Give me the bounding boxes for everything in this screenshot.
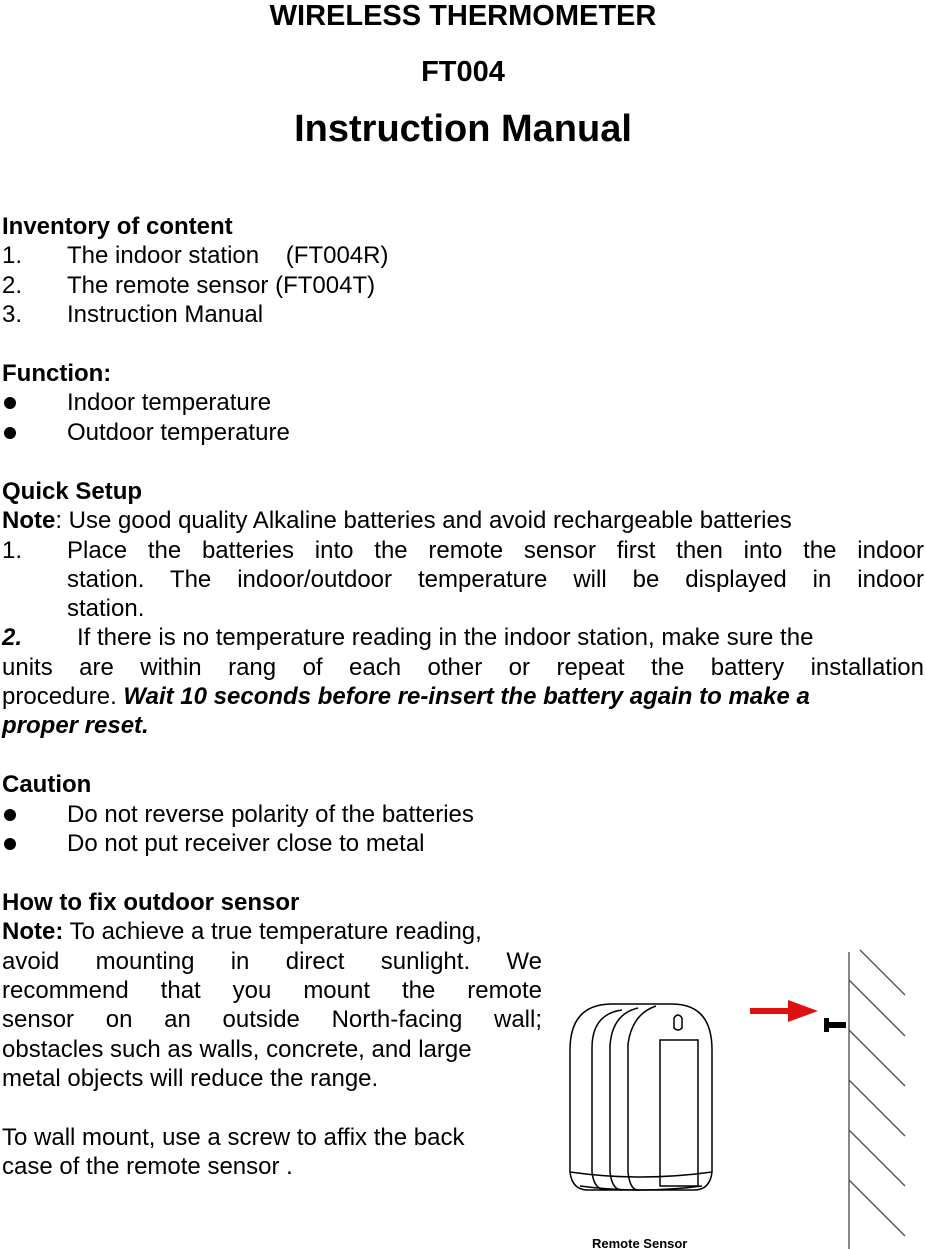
caution-item-1: Do not reverse polarity of the batteries (67, 801, 474, 828)
step-2-line-2: units are within rang of each other or repeat the battery installation (2, 654, 924, 681)
step-2-plain: procedure. (2, 683, 124, 710)
outdoor-sensor-heading: How to fix outdoor sensor (2, 889, 300, 916)
figure-caption: Remote Sensor (592, 1236, 688, 1249)
sensor-mount-figure (560, 940, 926, 1249)
document-type: Instruction Manual (294, 108, 632, 150)
wall-icon (849, 950, 905, 1249)
inventory-num-1: 1. (2, 242, 23, 269)
inventory-item-1: The indoor station (FT004R) (67, 242, 389, 269)
inventory-num-2: 2. (2, 272, 23, 299)
inventory-item-2: The remote sensor (FT004T) (67, 272, 376, 299)
step-1-line-2: station. The indoor/outdoor temperature will be displayed in indoor (67, 566, 924, 593)
bullet-icon (4, 397, 16, 409)
bullet-icon (4, 838, 16, 850)
step-2-line-1: If there is no temperature reading in the indoor station, make sure the (77, 624, 814, 651)
screw-icon (824, 1018, 846, 1032)
quick-setup-note (2, 506, 792, 535)
caution-item-2: Do not put receiver close to metal (67, 830, 425, 857)
function-item-1: Indoor temperature (67, 389, 272, 416)
outdoor-note-line-6: metal objects will reduce the range. (2, 1065, 379, 1092)
step-1-line-1: Place the batteries into the remote sensor first then into the indoor (67, 537, 924, 564)
step-2-line-3 (2, 682, 924, 711)
outdoor-note-text: To achieve a true temperature reading, (63, 918, 482, 945)
function-item-2: Outdoor temperature (67, 419, 290, 446)
inventory-num-3: 3. (2, 301, 23, 328)
step-2-emphasis: Wait 10 seconds before re-insert the battery again to make a (123, 683, 810, 710)
bullet-icon (4, 809, 16, 821)
step-2-line-4: proper reset. (2, 712, 149, 739)
outdoor-note-line-1 (2, 917, 482, 946)
step-2-num: 2. (2, 624, 23, 651)
arrow-icon (750, 1000, 818, 1022)
note-text: : Use good quality Alkaline batteries and avoid rechargeable batteries (55, 507, 792, 534)
step-1-num: 1. (2, 537, 23, 564)
remote-sensor-icon (570, 1004, 712, 1190)
bullet-icon (4, 427, 16, 439)
inventory-heading: Inventory of content (2, 213, 233, 240)
quick-setup-heading: Quick Setup (2, 478, 143, 505)
outdoor-note-label: Note: (2, 918, 64, 945)
model-number: FT004 (421, 56, 505, 88)
mount-line-1: To wall mount, use a screw to affix the back (2, 1124, 465, 1151)
step-1-line-3: station. (67, 595, 145, 622)
inventory-item-3: Instruction Manual (67, 301, 264, 328)
outdoor-note-line-5: obstacles such as walls, concrete, and large (2, 1036, 472, 1063)
outdoor-note-line-2: avoid mounting in direct sunlight. We (2, 948, 542, 975)
mount-line-2: case of the remote sensor . (2, 1153, 293, 1180)
function-heading: Function: (2, 360, 112, 387)
manual-title: WIRELESS THERMOMETER (269, 0, 657, 32)
outdoor-note-line-3: recommend that you mount the remote (2, 977, 542, 1004)
note-label: Note (2, 507, 56, 534)
caution-heading: Caution (2, 771, 92, 798)
outdoor-note-line-4: sensor on an outside North-facing wall; (2, 1006, 542, 1033)
